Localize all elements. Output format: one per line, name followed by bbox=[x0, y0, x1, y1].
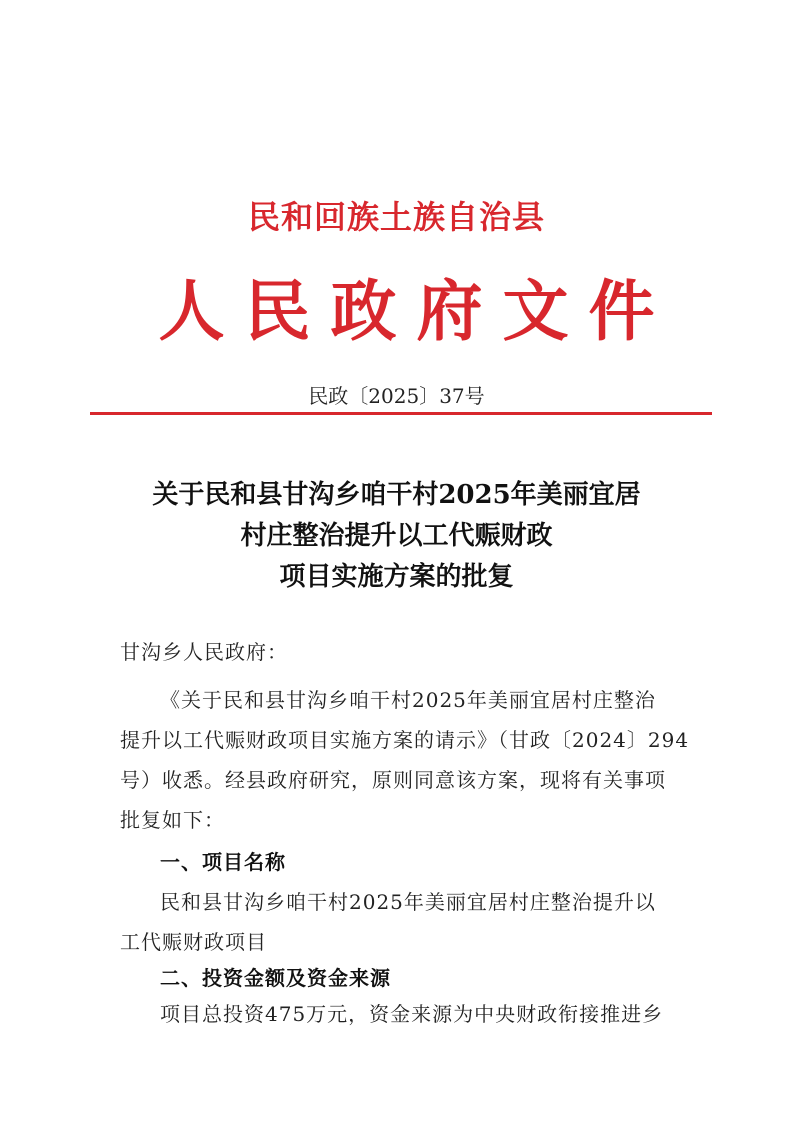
paragraph-line: 项目总投资475万元，资金来源为中央财政衔接推进乡 bbox=[160, 1002, 664, 1026]
paragraph-line: 提升以工代赈财政项目实施方案的请示》（甘政〔2024〕294 bbox=[120, 728, 690, 752]
paragraph-line: 批复如下： bbox=[120, 808, 225, 832]
issuer-name: 民和回族土族自治县 bbox=[247, 198, 545, 236]
paragraph-line: 号）收悉。经县政府研究，原则同意该方案，现将有关事项 bbox=[120, 768, 666, 792]
document-type-title: 人民政府文件 bbox=[158, 272, 675, 350]
document-title-line-3: 项目实施方案的批复 bbox=[279, 562, 514, 592]
document-number: 民政〔2025〕37号 bbox=[308, 384, 485, 408]
section-heading-project-name: 一、项目名称 bbox=[160, 850, 286, 874]
paragraph-line: 民和县甘沟乡咱干村2025年美丽宜居村庄整治提升以 bbox=[160, 890, 656, 914]
document-title-line-2: 村庄整治提升以工代赈财政 bbox=[240, 521, 553, 551]
paragraph-line: 《关于民和县甘沟乡咱干村2025年美丽宜居村庄整治 bbox=[160, 688, 656, 712]
document-title-line-1: 关于民和县甘沟乡咱干村2025年美丽宜居 bbox=[152, 480, 641, 510]
paragraph-line: 工代赈财政项目 bbox=[120, 930, 267, 954]
salutation: 甘沟乡人民政府： bbox=[120, 640, 288, 664]
section-heading-investment: 二、投资金额及资金来源 bbox=[160, 966, 391, 990]
red-divider-line bbox=[90, 412, 712, 415]
